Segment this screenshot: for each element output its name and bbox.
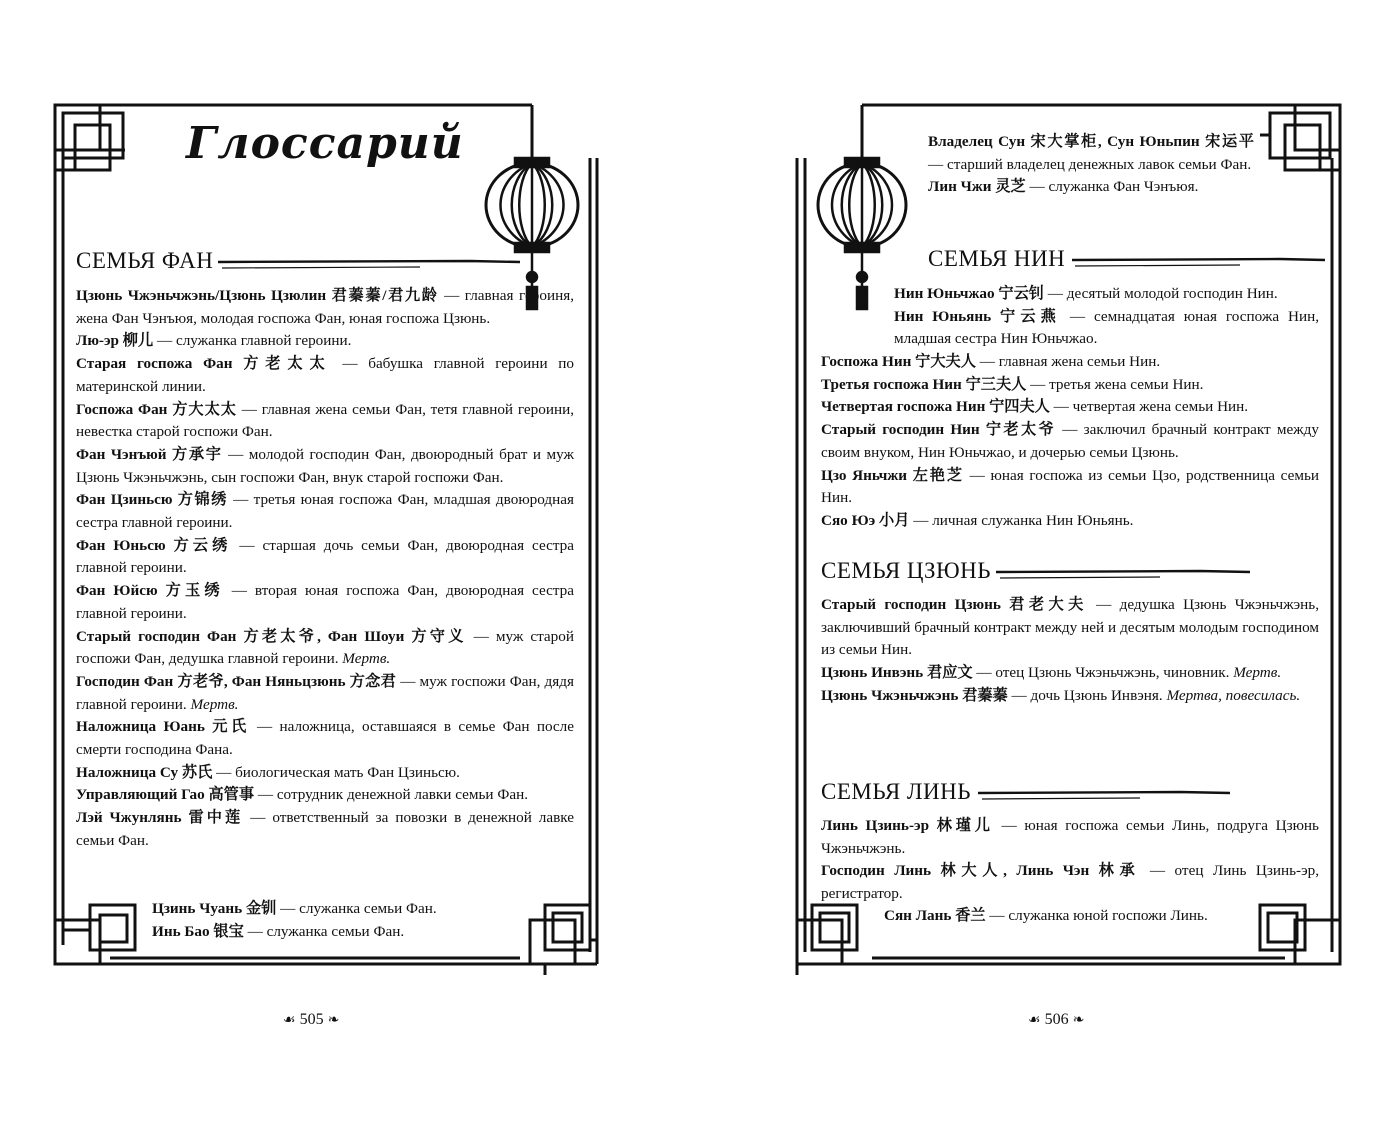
glossary-description: — главная жена семьи Нин. [975, 353, 1161, 370]
glossary-description: — заключил брачный контракт между своим внуком, Нин Юньчжао, и дочерью семьи Цзюнь. [821, 421, 1319, 461]
glossary-description: — молодой господин Фан, двоюродный брат и муж Цзюнь Чжэньчжэнь, сын госпожи Фан, внук старой госпожи Фан. [76, 445, 574, 486]
glossary-entry [821, 685, 1319, 708]
glossary-entry [884, 905, 1304, 928]
glossary-column-left [76, 285, 574, 853]
glossary-description: — ответственный за повозки в денежной лавке семьи Фан. [76, 809, 574, 849]
glossary-description: — десятый молодой господин Нин. [1043, 285, 1278, 302]
glossary-description: — вторая юная госпожа Фан, двоюродная сестра главной героини. [76, 582, 574, 622]
glossary-term: Наложница Су 苏氏 [76, 763, 213, 781]
glossary-top-entries [928, 131, 1254, 199]
glossary-entry [821, 662, 1319, 685]
glossary-nin-indented [894, 283, 1319, 351]
glossary-entry [821, 510, 1319, 533]
ornament-swirl-icon: ☙ [283, 1012, 296, 1028]
glossary-entry [821, 396, 1319, 419]
glossary-term: Лю-эр 柳儿 [76, 332, 154, 350]
glossary-term: Старый господин Нин 宁老太爷 [821, 421, 1057, 439]
glossary-description: — третья юная госпожа Фан, младшая двоюродная сестра главной героини. [76, 491, 575, 532]
glossary-entry [76, 762, 574, 785]
glossary-term: Нин Юньчжао 宁云钊 [894, 285, 1044, 302]
glossary-entry [76, 399, 574, 444]
glossary-description: — старший владелец денежных лавок семьи Фан. [928, 155, 1252, 173]
glossary-entry [152, 921, 572, 944]
ornament-swirl-icon: ❧ [327, 1012, 340, 1028]
glossary-entry [928, 176, 1254, 199]
glossary-entry [76, 353, 574, 398]
glossary-description: — муж госпожи Фан, дядя главной героини. [76, 672, 574, 713]
glossary-entry [76, 535, 574, 580]
glossary-entry [821, 419, 1319, 464]
glossary-description: — старшая дочь семьи Фан, двоюродная сестра главной героини. [76, 536, 574, 577]
glossary-description: — служанка семьи Фан. [276, 900, 437, 917]
glossary-entry [76, 330, 574, 353]
glossary-term: Госпожа Нин 宁大夫人 [821, 353, 976, 370]
glossary-entry [76, 626, 574, 671]
glossary-term: Лэй Чжунлянь 雷中莲 [76, 809, 244, 827]
glossary-entry [821, 815, 1319, 860]
section-heading-nin: СЕМЬЯ НИН [928, 246, 1066, 271]
glossary-nin [821, 351, 1319, 533]
glossary-term: Фан Юйсю 方玉绣 [76, 582, 224, 600]
glossary-term: Лин Чжи 灵芝 [928, 178, 1026, 196]
glossary-entry [894, 283, 1319, 306]
glossary-entry [76, 807, 574, 852]
glossary-term: Госпожа Фан 方大太太 [76, 400, 237, 418]
lantern-icon-right [818, 105, 906, 309]
glossary-entry [821, 594, 1319, 662]
glossary-entry [821, 860, 1319, 905]
glossary-column-left-indented [152, 898, 572, 943]
glossary-note: Мертва, повесилась. [1166, 686, 1301, 704]
glossary-entry [76, 285, 574, 330]
glossary-entry [76, 784, 574, 807]
glossary-description: — служанка главной героини. [153, 332, 352, 350]
glossary-term: Третья госпожа Нин 宁三夫人 [821, 375, 1027, 393]
glossary-description: — дочь Цзюнь Инвэня. [1007, 686, 1167, 704]
glossary-jun [821, 594, 1319, 708]
glossary-lin [821, 815, 1319, 906]
glossary-entry [76, 716, 574, 761]
glossary-description: — юная госпожа из семьи Цзо, родственница семьи Нин. [821, 466, 1319, 507]
glossary-entry [76, 580, 574, 625]
section-heading-lin: СЕМЬЯ ЛИНЬ [821, 779, 971, 804]
glossary-entry [821, 351, 1319, 374]
glossary-term: Старый господин Фан 方老太爷, Фан Шоуи 方守义 [76, 627, 467, 645]
glossary-term: Цзинь Чуань 金钏 [152, 900, 277, 917]
knot-ornament-bottom-left [55, 905, 135, 964]
glossary-term: Наложница Юань 元氏 [76, 718, 250, 736]
glossary-note: Мертв. [1233, 664, 1282, 682]
glossary-term: Фан Цзиньсю 方锦绣 [76, 491, 228, 509]
glossary-term: Цзюнь Чжэньчжэнь 君蓁蓁 [821, 686, 1008, 704]
glossary-term: Сяо Юэ 小月 [821, 511, 910, 529]
glossary-description: — личная служанка Нин Юньянь. [909, 511, 1134, 529]
glossary-term: Управляющий Гао 高管事 [76, 786, 255, 804]
glossary-note: Мертв. [190, 695, 239, 713]
glossary-description: — дедушка Цзюнь Чжэньчжэнь, заключивший брачный контракт между ней и десятым молодым господином из семьи Нин. [821, 596, 1319, 659]
glossary-description: — наложница, оставшаяся в семье Фан после смерти господина Фана. [76, 718, 574, 759]
glossary-description: — служанка семьи Фан. [243, 922, 405, 940]
glossary-term: Цзюнь Инвэнь 君应文 [821, 664, 973, 682]
glossary-description: — отец Цзюнь Чжэньчжэнь, чиновник. [972, 664, 1234, 682]
knot-ornament-bottom-left-right-page [797, 905, 862, 975]
ornament-swirl-icon: ☙ [1028, 1012, 1041, 1028]
glossary-description: — четвертая жена семьи Нин. [1049, 398, 1249, 416]
glossary-entry [821, 465, 1319, 510]
glossary-term: Владелец Сун 宋大掌柜, Сун Юньпин 宋运平 [928, 133, 1254, 150]
section-heading-fan: СЕМЬЯ ФАН [76, 248, 214, 273]
glossary-entry [821, 374, 1319, 397]
glossary-term: Сян Лань 香兰 [884, 907, 986, 924]
glossary-term: Инь Бао 银宝 [152, 922, 244, 940]
glossary-description: — сотрудник денежной лавки семьи Фан. [254, 786, 529, 804]
glossary-entry [76, 671, 574, 716]
glossary-term: Цзо Яньчжи 左艳芝 [821, 466, 964, 484]
glossary-description: — третья жена семьи Нин. [1026, 375, 1204, 393]
glossary-description: — служанка Фан Чэнъюя. [1025, 178, 1199, 196]
glossary-term: Фан Юньсю 方云绣 [76, 536, 232, 554]
knot-ornament-top-left [55, 105, 125, 185]
page-number-left: ☙ 505 ❧ [283, 1011, 340, 1028]
glossary-description: — юная госпожа семьи Линь, подруга Цзюнь Чжэньчжэнь. [821, 817, 1319, 857]
glossary-term: Четвертая госпожа Нин 宁四夫人 [821, 398, 1050, 416]
glossary-term: Цзюнь Чжэньчжэнь/Цзюнь Цзюлин 君蓁蓁/君九龄 [76, 287, 439, 304]
glossary-description: — главная героиня, жена Фан Чэнъюя, молодая госпожа Фан, юная госпожа Цзюнь. [76, 287, 574, 327]
glossary-term: Господин Фан 方老爷, Фан Няньцзюнь 方念君 [76, 672, 397, 690]
glossary-description: — семнадцатая юная госпожа Нин, младшая сестра Нин Юньчжао. [894, 307, 1320, 348]
page-number-right: ☙ 506 ❧ [1028, 1011, 1085, 1028]
glossary-term: Нин Юньянь 宁云燕 [894, 307, 1061, 325]
glossary-description: — главная жена семьи Фан, тетя главной героини, невестка старой госпожи Фан. [76, 400, 575, 441]
glossary-term: Старая госпожа Фан 方老太太 [76, 355, 332, 373]
glossary-description: — отец Линь Цзинь-эр, регистратор. [821, 862, 1319, 903]
glossary-note: Мертв. [342, 650, 391, 668]
glossary-term: Линь Цзинь-эр 林瑾儿 [821, 817, 994, 834]
glossary-description: — биологическая мать Фан Цзиньсю. [212, 763, 460, 781]
glossary-term: Фан Чэнъюй 方承宇 [76, 445, 223, 463]
glossary-entry [928, 131, 1254, 176]
knot-ornament-top-right [1260, 105, 1340, 185]
page-title: Глоссарий [186, 118, 464, 169]
glossary-description: — муж старой госпожи Фан, дедушка главной героини. [76, 627, 574, 668]
ornament-swirl-icon: ❧ [1072, 1012, 1085, 1028]
glossary-entry [76, 489, 574, 534]
glossary-lin-indented [884, 905, 1304, 928]
section-heading-jun: СЕМЬЯ ЦЗЮНЬ [821, 558, 992, 583]
glossary-entry [76, 444, 574, 489]
lantern-icon-left [486, 105, 578, 309]
glossary-entry [894, 306, 1319, 351]
glossary-description: — бабушка главной героини по материнской линии. [76, 355, 574, 395]
glossary-description: — служанка юной госпожи Линь. [985, 907, 1208, 924]
glossary-term: Старый господин Цзюнь 君老大夫 [821, 596, 1088, 613]
glossary-entry [152, 898, 572, 921]
glossary-term: Господин Линь 林大人, Линь Чэн 林承 [821, 862, 1141, 880]
